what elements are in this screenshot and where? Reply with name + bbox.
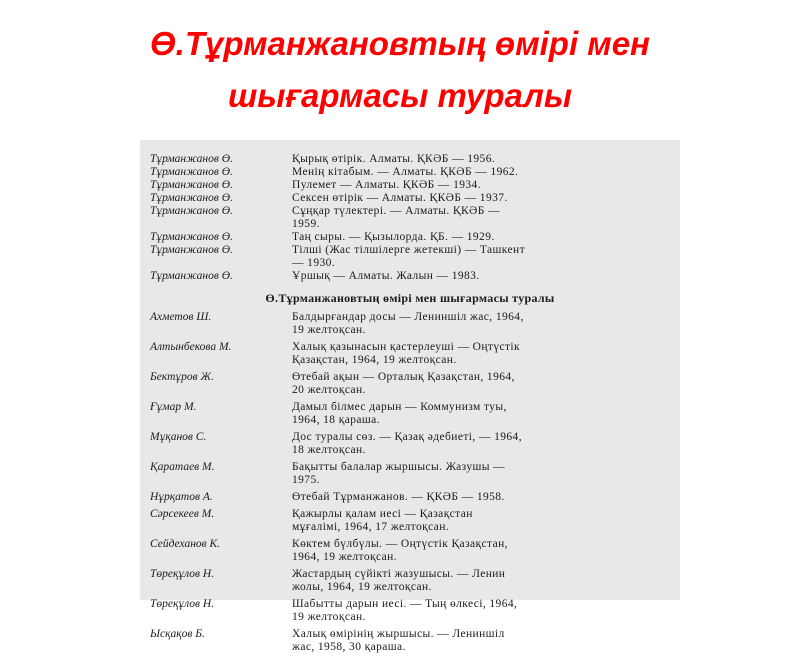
entry-work-line: мұғалімі, 1964, 17 желтоқсан. xyxy=(292,521,450,533)
entry-work-line: 19 желтоқсан. xyxy=(292,611,366,623)
entry-work-line: — 1930. xyxy=(292,257,336,269)
entry-work-line: Халық өмірінің жыршысы. — Лениншіл xyxy=(292,628,505,640)
entry-author: Тұрманжанов Ө. xyxy=(150,205,233,217)
bibliography-entry xyxy=(150,341,672,367)
entry-work-line: Ұршық — Алматы. Жалын — 1983. xyxy=(292,270,480,282)
bibliography-entry xyxy=(150,231,672,244)
entry-work xyxy=(292,179,672,192)
works-list xyxy=(150,153,672,283)
entry-work-line: Пулемет — Алматы. ҚКӘБ — 1934. xyxy=(292,179,481,191)
entry-work xyxy=(292,270,672,283)
bibliography-entry xyxy=(150,192,672,205)
bibliography-entry xyxy=(150,508,672,534)
entry-work-line: Тілші (Жас тілшілерге жетекші) — Ташкент xyxy=(292,244,525,256)
references-list xyxy=(150,311,672,658)
entry-author: Тұрманжанов Ө. xyxy=(150,179,233,191)
entry-author: Ысқақов Б. xyxy=(150,628,205,640)
entry-work-line: Менің кітабым. — Алматы. ҚКӘБ — 1962. xyxy=(292,166,519,178)
entry-author: Төреқұлов Н. xyxy=(150,568,215,580)
entry-work xyxy=(292,166,672,179)
bibliography-entry xyxy=(150,166,672,179)
entry-author: Алтынбекова М. xyxy=(150,341,232,353)
entry-author: Тұрманжанов Ө. xyxy=(150,153,233,165)
entry-work-line: 18 желтоқсан. xyxy=(292,444,366,456)
entry-author: Тұрманжанов Ө. xyxy=(150,166,233,178)
entry-work-line: Сұңқар түлектері. — Алматы. ҚКӘБ — xyxy=(292,205,500,217)
entry-work xyxy=(292,598,672,624)
entry-work-line: Балдырғандар досы — Лениншіл жас, 1964, xyxy=(292,311,524,323)
entry-work-line: Таң сыры. — Қызылорда. ҚБ. — 1929. xyxy=(292,231,495,243)
entry-work-line: Қырық өтірік. Алматы. ҚКӘБ — 1956. xyxy=(292,153,496,165)
entry-work-line: Жастардың сүйікті жазушысы. — Ленин xyxy=(292,568,506,580)
bibliography-entry xyxy=(150,538,672,564)
entry-work-line: 1959. xyxy=(292,218,320,230)
entry-author: Тұрманжанов Ө. xyxy=(150,192,233,204)
entry-work xyxy=(292,311,672,337)
entry-work xyxy=(292,205,672,231)
entry-work-line: Бақытты балалар жыршысы. Жазушы — xyxy=(292,461,506,473)
entry-author: Тұрманжанов Ө. xyxy=(150,244,233,256)
entry-author: Төреқұлов Н. xyxy=(150,598,215,610)
bibliography-entry xyxy=(150,491,672,504)
bibliography-entry xyxy=(150,598,672,624)
entry-work-line: жас, 1958, 30 қараша. xyxy=(292,641,406,653)
entry-work-line: Шабытты дарын иесі. — Тың өлкесі, 1964, xyxy=(292,598,518,610)
entry-work-line: 1964, 18 қараша. xyxy=(292,414,380,426)
entry-work xyxy=(292,153,672,166)
entry-work-line: Халық қазынасын қастерлеуші — Оңтүстік xyxy=(292,341,520,353)
bibliography-entry xyxy=(150,461,672,487)
entry-work-line: Сексен өтірік — Алматы. ҚКӘБ — 1937. xyxy=(292,192,508,204)
entry-work-line: 1964, 19 желтоқсан. xyxy=(292,551,397,563)
entry-work-line: Қазақстан, 1964, 19 желтоқсан. xyxy=(292,354,457,366)
entry-work-line: жолы, 1964, 19 желтоқсан. xyxy=(292,581,432,593)
slide-title-line-1: Ө.Тұрманжановтың өмірі мен xyxy=(150,25,650,62)
bibliography-entry xyxy=(150,153,672,166)
entry-author: Бектұров Ж. xyxy=(150,371,214,383)
entry-author: Ахметов Ш. xyxy=(150,311,212,323)
bibliography-entry xyxy=(150,431,672,457)
bibliography-entry xyxy=(150,244,672,270)
entry-work xyxy=(292,431,672,457)
bibliography-entry xyxy=(150,628,672,654)
entry-author: Тұрманжанов Ө. xyxy=(150,231,233,243)
entry-work xyxy=(292,628,672,654)
slide-title xyxy=(0,18,800,122)
entry-work-line: Дамыл білмес дарын — Коммунизм туы, xyxy=(292,401,507,413)
entry-work xyxy=(292,401,672,427)
entry-work-line: Дос туралы сөз. — Қазақ әдебиеті, — 1964, xyxy=(292,431,522,443)
entry-work xyxy=(292,341,672,367)
bibliography-entry xyxy=(150,205,672,231)
entry-author: Тұрманжанов Ө. xyxy=(150,270,233,282)
entry-work xyxy=(292,491,672,504)
bibliography-entry xyxy=(150,270,672,283)
entry-work-line: 20 желтоқсан. xyxy=(292,384,366,396)
entry-work-line: Өтебай ақын — Орталық Қазақстан, 1964, xyxy=(292,371,515,383)
entry-work xyxy=(292,371,672,397)
entry-work xyxy=(292,568,672,594)
entry-work xyxy=(292,508,672,534)
entry-work xyxy=(292,192,672,205)
entry-work xyxy=(292,231,672,244)
entry-author: Сейдеханов К. xyxy=(150,538,221,550)
bibliography-entry xyxy=(150,371,672,397)
bibliography-entry xyxy=(150,568,672,594)
entry-work xyxy=(292,461,672,487)
entry-author: Қаратаев М. xyxy=(150,461,215,473)
entry-work-line: 1975. xyxy=(292,474,320,486)
entry-author: Ғұмар М. xyxy=(150,401,197,413)
entry-work-line: Қажырлы қалам иесі — Қазақстан xyxy=(292,508,473,520)
section-heading: Ө.Тұрманжановтың өмірі мен шығармасы туралы xyxy=(265,291,555,305)
entry-work-line: 19 желтоқсан. xyxy=(292,324,366,336)
entry-work xyxy=(292,244,672,270)
scanned-bibliography-page xyxy=(140,140,680,653)
entry-author: Нұрқатов А. xyxy=(150,491,213,503)
bibliography-entry xyxy=(150,311,672,337)
entry-work-line: Өтебай Тұрманжанов. — ҚКӘБ — 1958. xyxy=(292,491,505,503)
entry-author: Сәрсекеев М. xyxy=(150,508,215,520)
entry-work-line: Көктем бүлбүлы. — Оңтүстік Қазақстан, xyxy=(292,538,508,550)
bibliography-entry xyxy=(150,401,672,427)
bibliography-entry xyxy=(150,179,672,192)
entry-work xyxy=(292,538,672,564)
slide-title-line-2: шығармасы туралы xyxy=(227,77,573,114)
entry-author: Мұқанов С. xyxy=(150,431,207,443)
